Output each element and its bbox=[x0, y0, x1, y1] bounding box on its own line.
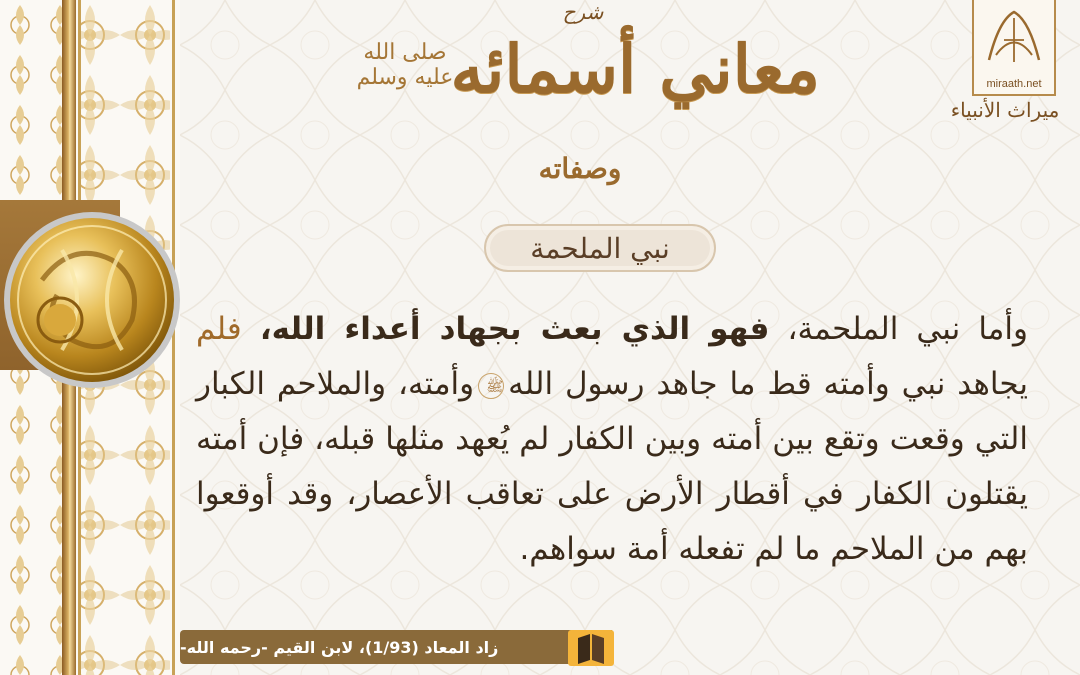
page-subtitle: وصفاته bbox=[538, 152, 622, 185]
topic-text: نبي الملحمة bbox=[530, 231, 670, 265]
header-small-label: شرح bbox=[562, 0, 604, 24]
pbuh-symbol: ﷺ bbox=[478, 373, 504, 399]
body-paragraph bbox=[196, 302, 1028, 577]
logo-calligraphy-icon bbox=[974, 0, 1054, 74]
salawat-calligraphy bbox=[350, 40, 460, 91]
body-part-5: وأمته، والملاحم الكبار التي وقعت وتقع بين أمته وبين الكفار لم يُعهد مثلها قبله، فإن أمته يقتلون الكفار في أقطار الأرض على تعاقب الأعصار، وقد أوقعوا بهم من الملاحم ما لم تفعله أمة سواهم. bbox=[196, 366, 1028, 567]
book-icon bbox=[566, 628, 616, 668]
logo-site: miraath.net bbox=[986, 78, 1042, 90]
calligraphy-medallion-icon bbox=[2, 210, 182, 390]
body-part-2: فهو الذي بعث بجهاد أعداء الله، bbox=[259, 311, 770, 347]
source-text: زاد المعاد (1/93)، لابن القيم -رحمه الله- bbox=[180, 637, 499, 657]
page-title: معاني أسمائه bbox=[450, 30, 820, 108]
salawat-line-2: عليه وسلم bbox=[356, 65, 454, 91]
body-part-4: يجاهد نبي وأمته قط ما جاهد رسول الله bbox=[508, 366, 1028, 402]
salawat-line-1: صلى الله bbox=[363, 40, 447, 65]
topic-label bbox=[484, 224, 716, 272]
body-part-3: فلم bbox=[196, 311, 260, 347]
header bbox=[300, 0, 860, 200]
body-part-1: وأما نبي الملحمة، bbox=[769, 311, 1028, 347]
logo-name: ميراث الأنبياء bbox=[950, 98, 1060, 122]
source-bar bbox=[180, 630, 612, 664]
